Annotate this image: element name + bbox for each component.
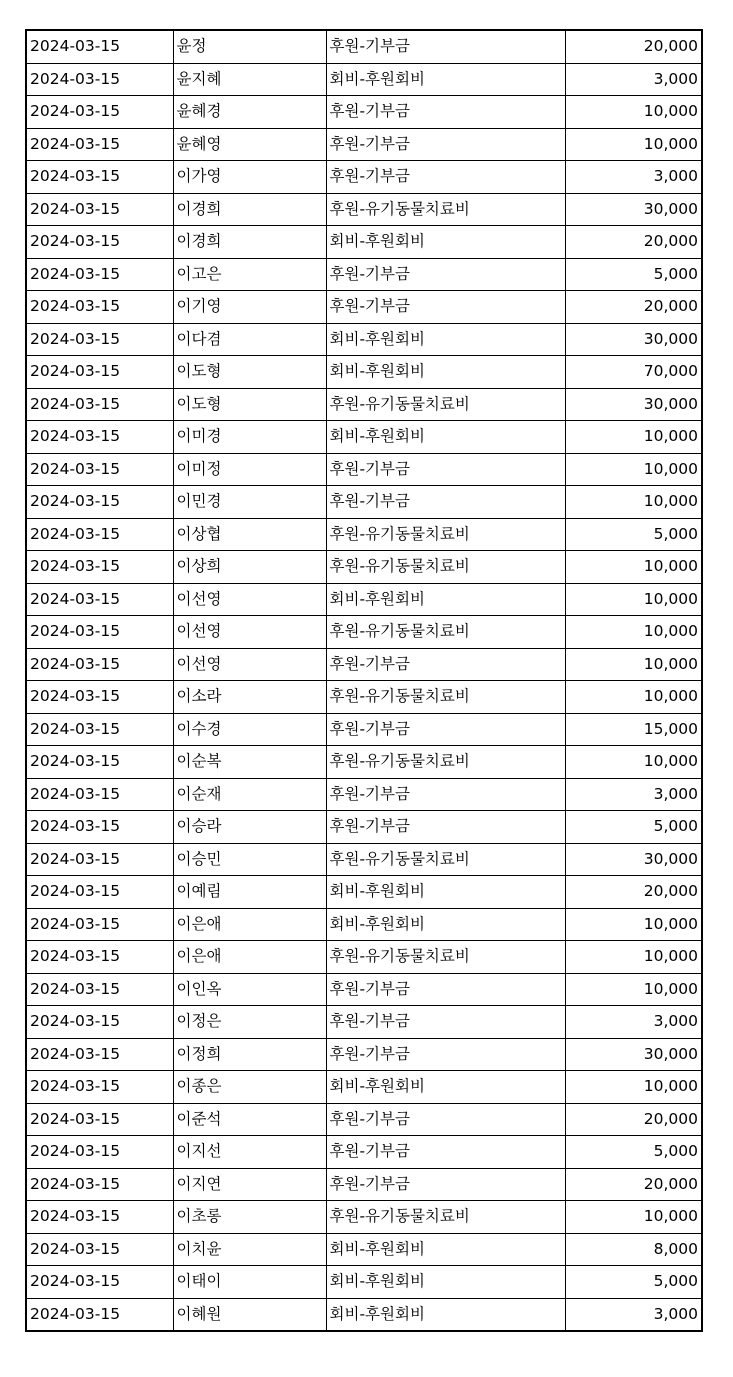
name-cell: 이예림 xyxy=(173,876,326,909)
name-cell: 이가영 xyxy=(173,161,326,194)
category-cell: 후원-유기동물치료비 xyxy=(326,388,565,421)
date-cell: 2024-03-15 xyxy=(26,681,173,714)
table-row xyxy=(26,486,702,519)
category-cell: 회비-후원회비 xyxy=(326,63,565,96)
amount-cell: 3,000 xyxy=(565,1006,702,1039)
name-cell: 이수경 xyxy=(173,713,326,746)
table-row xyxy=(26,681,702,714)
category-cell: 회비-후원회비 xyxy=(326,323,565,356)
date-cell: 2024-03-15 xyxy=(26,1233,173,1266)
amount-cell: 20,000 xyxy=(565,1103,702,1136)
name-cell: 이도형 xyxy=(173,388,326,421)
category-cell: 후원-유기동물치료비 xyxy=(326,681,565,714)
date-cell: 2024-03-15 xyxy=(26,1201,173,1234)
table-row xyxy=(26,1298,702,1331)
category-cell: 회비-후원회비 xyxy=(326,583,565,616)
date-cell: 2024-03-15 xyxy=(26,908,173,941)
name-cell: 이종은 xyxy=(173,1071,326,1104)
name-cell: 이혜원 xyxy=(173,1298,326,1331)
amount-cell: 15,000 xyxy=(565,713,702,746)
date-cell: 2024-03-15 xyxy=(26,96,173,129)
date-cell: 2024-03-15 xyxy=(26,30,173,63)
table-row xyxy=(26,30,702,63)
table-row xyxy=(26,941,702,974)
table-row xyxy=(26,323,702,356)
table-row xyxy=(26,1071,702,1104)
name-cell: 이고은 xyxy=(173,258,326,291)
amount-cell: 30,000 xyxy=(565,323,702,356)
amount-cell: 10,000 xyxy=(565,486,702,519)
amount-cell: 20,000 xyxy=(565,30,702,63)
amount-cell: 5,000 xyxy=(565,1136,702,1169)
date-cell: 2024-03-15 xyxy=(26,746,173,779)
category-cell: 후원-기부금 xyxy=(326,128,565,161)
category-cell: 회비-후원회비 xyxy=(326,908,565,941)
table-row xyxy=(26,226,702,259)
amount-cell: 10,000 xyxy=(565,648,702,681)
amount-cell: 3,000 xyxy=(565,778,702,811)
amount-cell: 10,000 xyxy=(565,128,702,161)
date-cell: 2024-03-15 xyxy=(26,616,173,649)
table-row xyxy=(26,1006,702,1039)
date-cell: 2024-03-15 xyxy=(26,1136,173,1169)
date-cell: 2024-03-15 xyxy=(26,486,173,519)
amount-cell: 10,000 xyxy=(565,583,702,616)
table-row xyxy=(26,973,702,1006)
date-cell: 2024-03-15 xyxy=(26,323,173,356)
category-cell: 후원-기부금 xyxy=(326,778,565,811)
name-cell: 이선영 xyxy=(173,583,326,616)
amount-cell: 10,000 xyxy=(565,551,702,584)
name-cell: 이정희 xyxy=(173,1038,326,1071)
table-row xyxy=(26,778,702,811)
table-row xyxy=(26,63,702,96)
date-cell: 2024-03-15 xyxy=(26,193,173,226)
category-cell: 후원-기부금 xyxy=(326,1103,565,1136)
category-cell: 후원-기부금 xyxy=(326,96,565,129)
category-cell: 후원-기부금 xyxy=(326,811,565,844)
amount-cell: 10,000 xyxy=(565,453,702,486)
date-cell: 2024-03-15 xyxy=(26,226,173,259)
table-row xyxy=(26,908,702,941)
name-cell: 이상희 xyxy=(173,551,326,584)
category-cell: 후원-기부금 xyxy=(326,1168,565,1201)
name-cell: 이인옥 xyxy=(173,973,326,1006)
date-cell: 2024-03-15 xyxy=(26,1298,173,1331)
amount-cell: 3,000 xyxy=(565,1298,702,1331)
amount-cell: 10,000 xyxy=(565,421,702,454)
date-cell: 2024-03-15 xyxy=(26,388,173,421)
category-cell: 후원-기부금 xyxy=(326,291,565,324)
name-cell: 이승민 xyxy=(173,843,326,876)
category-cell: 후원-기부금 xyxy=(326,258,565,291)
date-cell: 2024-03-15 xyxy=(26,1006,173,1039)
date-cell: 2024-03-15 xyxy=(26,778,173,811)
date-cell: 2024-03-15 xyxy=(26,421,173,454)
name-cell: 이은애 xyxy=(173,908,326,941)
name-cell: 이미정 xyxy=(173,453,326,486)
amount-cell: 10,000 xyxy=(565,746,702,779)
table-row xyxy=(26,1168,702,1201)
amount-cell: 70,000 xyxy=(565,356,702,389)
amount-cell: 10,000 xyxy=(565,973,702,1006)
name-cell: 이경희 xyxy=(173,193,326,226)
date-cell: 2024-03-15 xyxy=(26,258,173,291)
table-row xyxy=(26,843,702,876)
category-cell: 후원-기부금 xyxy=(326,30,565,63)
amount-cell: 10,000 xyxy=(565,1201,702,1234)
date-cell: 2024-03-15 xyxy=(26,973,173,1006)
name-cell: 이지연 xyxy=(173,1168,326,1201)
table-row xyxy=(26,356,702,389)
date-cell: 2024-03-15 xyxy=(26,128,173,161)
date-cell: 2024-03-15 xyxy=(26,518,173,551)
category-cell: 회비-후원회비 xyxy=(326,1233,565,1266)
date-cell: 2024-03-15 xyxy=(26,1266,173,1299)
name-cell: 이미경 xyxy=(173,421,326,454)
date-cell: 2024-03-15 xyxy=(26,876,173,909)
name-cell: 이승라 xyxy=(173,811,326,844)
category-cell: 회비-후원회비 xyxy=(326,876,565,909)
category-cell: 후원-기부금 xyxy=(326,1038,565,1071)
table-row xyxy=(26,876,702,909)
date-cell: 2024-03-15 xyxy=(26,1168,173,1201)
table-row xyxy=(26,388,702,421)
name-cell: 이기영 xyxy=(173,291,326,324)
table-row xyxy=(26,811,702,844)
table-row xyxy=(26,518,702,551)
date-cell: 2024-03-15 xyxy=(26,161,173,194)
date-cell: 2024-03-15 xyxy=(26,648,173,681)
date-cell: 2024-03-15 xyxy=(26,1038,173,1071)
table-row xyxy=(26,1201,702,1234)
name-cell: 이경희 xyxy=(173,226,326,259)
amount-cell: 30,000 xyxy=(565,843,702,876)
date-cell: 2024-03-15 xyxy=(26,1103,173,1136)
category-cell: 후원-기부금 xyxy=(326,973,565,1006)
name-cell: 이상협 xyxy=(173,518,326,551)
ledger-body xyxy=(26,30,702,1331)
category-cell: 후원-기부금 xyxy=(326,1006,565,1039)
table-row xyxy=(26,258,702,291)
category-cell: 후원-기부금 xyxy=(326,161,565,194)
amount-cell: 10,000 xyxy=(565,616,702,649)
amount-cell: 5,000 xyxy=(565,811,702,844)
amount-cell: 5,000 xyxy=(565,518,702,551)
name-cell: 이초롱 xyxy=(173,1201,326,1234)
category-cell: 후원-유기동물치료비 xyxy=(326,193,565,226)
name-cell: 이지선 xyxy=(173,1136,326,1169)
date-cell: 2024-03-15 xyxy=(26,811,173,844)
category-cell: 회비-후원회비 xyxy=(326,421,565,454)
category-cell: 회비-후원회비 xyxy=(326,1071,565,1104)
date-cell: 2024-03-15 xyxy=(26,713,173,746)
table-row xyxy=(26,96,702,129)
amount-cell: 8,000 xyxy=(565,1233,702,1266)
amount-cell: 20,000 xyxy=(565,291,702,324)
date-cell: 2024-03-15 xyxy=(26,941,173,974)
table-row xyxy=(26,1233,702,1266)
table-row xyxy=(26,453,702,486)
donation-ledger-table xyxy=(25,29,703,1332)
name-cell: 이준석 xyxy=(173,1103,326,1136)
category-cell: 후원-유기동물치료비 xyxy=(326,616,565,649)
amount-cell: 5,000 xyxy=(565,1266,702,1299)
table-row xyxy=(26,713,702,746)
amount-cell: 10,000 xyxy=(565,681,702,714)
name-cell: 이순재 xyxy=(173,778,326,811)
date-cell: 2024-03-15 xyxy=(26,583,173,616)
date-cell: 2024-03-15 xyxy=(26,356,173,389)
name-cell: 이선영 xyxy=(173,648,326,681)
category-cell: 회비-후원회비 xyxy=(326,226,565,259)
table-row xyxy=(26,746,702,779)
table-row xyxy=(26,616,702,649)
amount-cell: 3,000 xyxy=(565,63,702,96)
amount-cell: 30,000 xyxy=(565,388,702,421)
amount-cell: 10,000 xyxy=(565,908,702,941)
name-cell: 이순복 xyxy=(173,746,326,779)
name-cell: 이정은 xyxy=(173,1006,326,1039)
name-cell: 윤혜경 xyxy=(173,96,326,129)
table-row xyxy=(26,193,702,226)
table-row xyxy=(26,583,702,616)
amount-cell: 30,000 xyxy=(565,193,702,226)
category-cell: 후원-기부금 xyxy=(326,453,565,486)
name-cell: 윤지혜 xyxy=(173,63,326,96)
category-cell: 후원-유기동물치료비 xyxy=(326,518,565,551)
table-row xyxy=(26,291,702,324)
name-cell: 이다겸 xyxy=(173,323,326,356)
table-row xyxy=(26,551,702,584)
amount-cell: 20,000 xyxy=(565,226,702,259)
date-cell: 2024-03-15 xyxy=(26,1071,173,1104)
date-cell: 2024-03-15 xyxy=(26,291,173,324)
category-cell: 후원-유기동물치료비 xyxy=(326,746,565,779)
category-cell: 후원-유기동물치료비 xyxy=(326,551,565,584)
table-row xyxy=(26,1038,702,1071)
date-cell: 2024-03-15 xyxy=(26,551,173,584)
table-row xyxy=(26,421,702,454)
name-cell: 이민경 xyxy=(173,486,326,519)
amount-cell: 30,000 xyxy=(565,1038,702,1071)
category-cell: 회비-후원회비 xyxy=(326,1266,565,1299)
name-cell: 윤혜영 xyxy=(173,128,326,161)
amount-cell: 20,000 xyxy=(565,1168,702,1201)
date-cell: 2024-03-15 xyxy=(26,63,173,96)
name-cell: 이치윤 xyxy=(173,1233,326,1266)
name-cell: 이소라 xyxy=(173,681,326,714)
category-cell: 후원-기부금 xyxy=(326,648,565,681)
table-row xyxy=(26,1266,702,1299)
category-cell: 회비-후원회비 xyxy=(326,356,565,389)
amount-cell: 10,000 xyxy=(565,96,702,129)
table-row xyxy=(26,128,702,161)
table-row xyxy=(26,1103,702,1136)
amount-cell: 5,000 xyxy=(565,258,702,291)
name-cell: 이선영 xyxy=(173,616,326,649)
amount-cell: 10,000 xyxy=(565,1071,702,1104)
amount-cell: 10,000 xyxy=(565,941,702,974)
category-cell: 후원-기부금 xyxy=(326,486,565,519)
table-row xyxy=(26,161,702,194)
amount-cell: 3,000 xyxy=(565,161,702,194)
category-cell: 후원-유기동물치료비 xyxy=(326,843,565,876)
category-cell: 회비-후원회비 xyxy=(326,1298,565,1331)
category-cell: 후원-유기동물치료비 xyxy=(326,1201,565,1234)
name-cell: 이태이 xyxy=(173,1266,326,1299)
date-cell: 2024-03-15 xyxy=(26,843,173,876)
name-cell: 이은애 xyxy=(173,941,326,974)
category-cell: 후원-기부금 xyxy=(326,713,565,746)
category-cell: 후원-기부금 xyxy=(326,1136,565,1169)
name-cell: 윤정 xyxy=(173,30,326,63)
amount-cell: 20,000 xyxy=(565,876,702,909)
table-row xyxy=(26,648,702,681)
table-row xyxy=(26,1136,702,1169)
category-cell: 후원-유기동물치료비 xyxy=(326,941,565,974)
date-cell: 2024-03-15 xyxy=(26,453,173,486)
name-cell: 이도형 xyxy=(173,356,326,389)
